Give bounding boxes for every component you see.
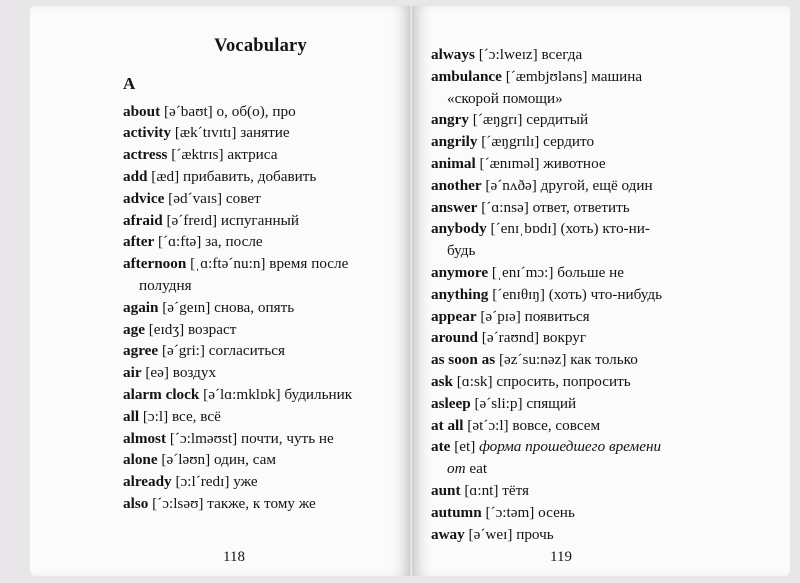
- book-spread: [30, 6, 790, 576]
- entry-word: alarm clock: [123, 385, 200, 403]
- entry-transcription: [et]: [454, 438, 476, 456]
- entry-transcription: [ˊenɪθɪŋ]: [492, 285, 545, 303]
- vocabulary-entry: [431, 284, 779, 306]
- entry-transcription: [ɔ:l]: [142, 407, 169, 425]
- entry-word: autumn: [431, 503, 482, 521]
- section-letter: A: [123, 73, 136, 93]
- entry-transcription: [əˊsli:p]: [474, 394, 523, 412]
- vocabulary-entry: [123, 253, 398, 297]
- entry-transcription: [ˊæktrɪs]: [171, 146, 224, 164]
- right-page: [412, 6, 790, 576]
- vocabulary-entry: [123, 122, 398, 144]
- entry-word: anything: [431, 285, 489, 303]
- entry-translation: совет: [225, 189, 261, 207]
- entry-word: angry: [431, 111, 469, 129]
- entry-translation: осень: [538, 503, 575, 521]
- entry-word: afraid: [123, 211, 163, 229]
- entry-transcription: [ˊɔ:lweɪz]: [478, 46, 538, 63]
- vocabulary-entry: [431, 262, 779, 284]
- vocabulary-entry: [431, 175, 779, 197]
- entry-transcription: [ɔ:lˊredɪ]: [175, 473, 230, 491]
- vocabulary-entry: [123, 210, 398, 232]
- entry-word: away: [431, 525, 465, 543]
- entry-word: also: [123, 494, 149, 512]
- entry-translation: сердитый: [526, 111, 589, 129]
- vocabulary-entry: [123, 428, 398, 450]
- page-number: 119: [550, 549, 572, 565]
- entry-translation: прочь: [516, 525, 554, 543]
- entry-translation: прибавить, добавить: [182, 167, 317, 185]
- entry-list: [123, 101, 398, 515]
- vocabulary-entry: [123, 319, 398, 341]
- entry-translation: о, об(о), про: [216, 102, 296, 120]
- entry-translation: актриса: [227, 146, 278, 164]
- vocabulary-entry: [431, 306, 779, 328]
- entry-transcription: [ˊæŋgrɪ]: [472, 111, 523, 129]
- entry-translation: один, сам: [214, 451, 277, 469]
- vocabulary-entry: [431, 436, 779, 480]
- entry-translation: снова, опять: [214, 298, 295, 316]
- vocabulary-entry: [431, 393, 779, 415]
- entry-transcription: [əˊpɪə]: [480, 307, 521, 325]
- entry-transcription: [əzˊsu:nəz]: [498, 351, 567, 369]
- entry-continuation-text: «скорой помощи»: [447, 89, 563, 107]
- entry-transcription: [eə]: [145, 364, 169, 382]
- entry-continuation-text: будь: [447, 242, 476, 260]
- entry-translation: почти, чуть не: [241, 429, 334, 447]
- entry-word: about: [123, 102, 161, 120]
- entry-translation: вокруг: [542, 329, 587, 347]
- vocabulary-entry: [123, 340, 398, 362]
- entry-word: advice: [123, 189, 165, 207]
- entry-translation: за, после: [205, 233, 263, 251]
- entry-transcription: [ˊɑ:nsə]: [481, 198, 529, 216]
- vocabulary-entry: [431, 131, 779, 153]
- entry-transcription: [əˊgri:]: [161, 342, 205, 360]
- entry-word: agree: [123, 342, 159, 360]
- entry-word: activity: [123, 124, 172, 142]
- entry-translation: сердито: [543, 133, 595, 151]
- page-number: 118: [223, 549, 245, 565]
- entry-translation: возраст: [187, 320, 237, 338]
- entry-transcription: [ˌenɪˊmɔ:]: [491, 263, 554, 281]
- entry-transcription: [əˊraʊnd]: [481, 329, 540, 347]
- page-title: Vocabulary: [214, 36, 307, 56]
- entry-transcription: [ɑ:nt]: [464, 481, 499, 499]
- vocabulary-entry: [123, 101, 398, 123]
- entry-word: after: [123, 233, 155, 251]
- right-column: [431, 44, 779, 545]
- left-column: [123, 36, 398, 515]
- vocabulary-entry: [431, 524, 779, 546]
- vocabulary-entry: [123, 471, 398, 493]
- entry-continuation: [431, 240, 779, 262]
- entry-transcription: [ɑ:sk]: [456, 372, 493, 390]
- entry-transcription: [ækˊtɪvɪtɪ]: [174, 124, 237, 142]
- entry-transcription: [ˊɔ:lməʊst]: [169, 429, 238, 447]
- entry-word: already: [123, 473, 172, 491]
- vocabulary-entry: [123, 231, 398, 253]
- vocabulary-entry: [431, 480, 779, 502]
- vocabulary-entry: [123, 406, 398, 428]
- entry-transcription: [əˊbaʊt]: [163, 102, 213, 120]
- entry-translation: вовсе, совсем: [512, 416, 601, 434]
- entry-translation: испуганный: [220, 211, 299, 229]
- vocabulary-entry: [431, 502, 779, 524]
- entry-word: add: [123, 167, 148, 185]
- entry-word: all: [123, 407, 140, 425]
- vocabulary-entry: [123, 362, 398, 384]
- entry-word: around: [431, 329, 478, 347]
- entry-word: another: [431, 176, 482, 194]
- entry-translation: (хоть) кто-ни-: [560, 220, 650, 238]
- entry-word: air: [123, 364, 142, 382]
- entry-continuation: [431, 458, 779, 480]
- entry-translation: согласиться: [208, 342, 286, 360]
- entry-word: animal: [431, 154, 476, 172]
- entry-translation: появиться: [524, 307, 590, 325]
- vocabulary-entry: [123, 166, 398, 188]
- entry-transcription: [əˊfreɪd]: [166, 211, 218, 229]
- entry-transcription: [ˊæmbjʊləns]: [505, 67, 588, 85]
- entry-transcription: [ədˊvaɪs]: [168, 189, 223, 207]
- left-page: [30, 6, 412, 576]
- vocabulary-entry: [431, 415, 779, 437]
- entry-transcription: [ˊenɪˌbɒdɪ]: [490, 220, 557, 238]
- vocabulary-entry: [431, 218, 779, 262]
- vocabulary-entry: [123, 144, 398, 166]
- entry-translation: также, к тому же: [207, 494, 316, 512]
- vocabulary-entry: [431, 109, 779, 131]
- vocabulary-entry: [123, 188, 398, 210]
- vocabulary-entry: [431, 66, 779, 110]
- entry-translation: будильник: [284, 385, 353, 403]
- entry-continuation: [123, 275, 398, 297]
- entry-word: asleep: [431, 394, 471, 412]
- entry-transcription: [əˊnʌðə]: [485, 176, 537, 194]
- entry-word: actress: [123, 146, 168, 164]
- entry-continuation-text: полудня: [139, 276, 192, 294]
- vocabulary-entry: [431, 327, 779, 349]
- entry-word: ask: [431, 372, 453, 390]
- entry-word: at all: [431, 416, 464, 434]
- vocabulary-entry: [431, 349, 779, 371]
- entry-word: anymore: [431, 263, 489, 281]
- entry-continuation-italic: от: [447, 460, 466, 478]
- entry-word: almost: [123, 429, 167, 447]
- entry-translation: как только: [570, 351, 638, 369]
- vocabulary-entry: [123, 297, 398, 319]
- entry-continuation-text: eat: [465, 460, 488, 478]
- entry-transcription: [eɪdʒ]: [148, 320, 185, 338]
- entry-transcription: [əˊweɪ]: [468, 525, 513, 543]
- entry-translation: всегда: [541, 46, 583, 63]
- entry-translation: время после: [269, 255, 349, 273]
- entry-translation: животное: [543, 154, 606, 172]
- entry-translation: ответ, ответить: [532, 198, 630, 216]
- entry-word: again: [123, 298, 159, 316]
- vocabulary-entry: [123, 493, 398, 515]
- entry-list: [431, 44, 779, 545]
- entry-word: aunt: [431, 481, 461, 499]
- entry-translation: все, всё: [171, 407, 221, 425]
- entry-translation: тётя: [502, 481, 530, 499]
- entry-word: angrily: [431, 133, 478, 151]
- entry-transcription: [ˊænɪməl]: [479, 154, 540, 172]
- entry-transcription: [ˊæŋgrɪlɪ]: [481, 133, 540, 151]
- entry-translation: (хоть) что-нибудь: [548, 285, 663, 303]
- vocabulary-entry: [431, 44, 779, 66]
- entry-translation: занятие: [240, 124, 290, 142]
- entry-word: afternoon: [123, 255, 187, 273]
- entry-transcription: [ˌɑ:ftəˊnu:n]: [190, 255, 266, 273]
- entry-translation: машина: [591, 67, 643, 85]
- entry-word: alone: [123, 451, 158, 469]
- entry-word: appear: [431, 307, 477, 325]
- vocabulary-entry: [431, 197, 779, 219]
- entry-transcription: [ətˊɔ:l]: [467, 416, 509, 434]
- entry-translation: другой, ещё один: [540, 176, 653, 194]
- entry-transcription: [ˊɑ:ftə]: [158, 233, 202, 251]
- entry-transcription: [æd]: [151, 167, 180, 185]
- entry-translation: спящий: [526, 394, 577, 412]
- entry-translation: форма прошедшего времени: [479, 438, 662, 456]
- entry-word: age: [123, 320, 145, 338]
- entry-transcription: [əˊləʊn]: [161, 451, 211, 469]
- vocabulary-entry: [123, 449, 398, 471]
- entry-word: ambulance: [431, 67, 502, 85]
- vocabulary-entry: [431, 371, 779, 393]
- entry-transcription: [ˊɔ:təm]: [485, 503, 535, 521]
- entry-word: always: [431, 46, 475, 63]
- entry-transcription: [əˊgeɪn]: [162, 298, 211, 316]
- entry-transcription: [ˊɔ:lsəʊ]: [152, 494, 204, 512]
- entry-translation: больше не: [557, 263, 624, 281]
- entry-word: anybody: [431, 220, 487, 238]
- vocabulary-entry: [123, 384, 398, 406]
- entry-word: as soon as: [431, 351, 496, 369]
- vocabulary-entry: [431, 153, 779, 175]
- entry-continuation: [431, 88, 779, 110]
- entry-translation: спросить, попросить: [496, 372, 631, 390]
- entry-transcription: [əˊlɑ:mklɒk]: [203, 385, 281, 403]
- entry-translation: воздух: [172, 364, 217, 382]
- entry-word: answer: [431, 198, 478, 216]
- entry-word: ate: [431, 438, 451, 456]
- entry-translation: уже: [233, 473, 258, 491]
